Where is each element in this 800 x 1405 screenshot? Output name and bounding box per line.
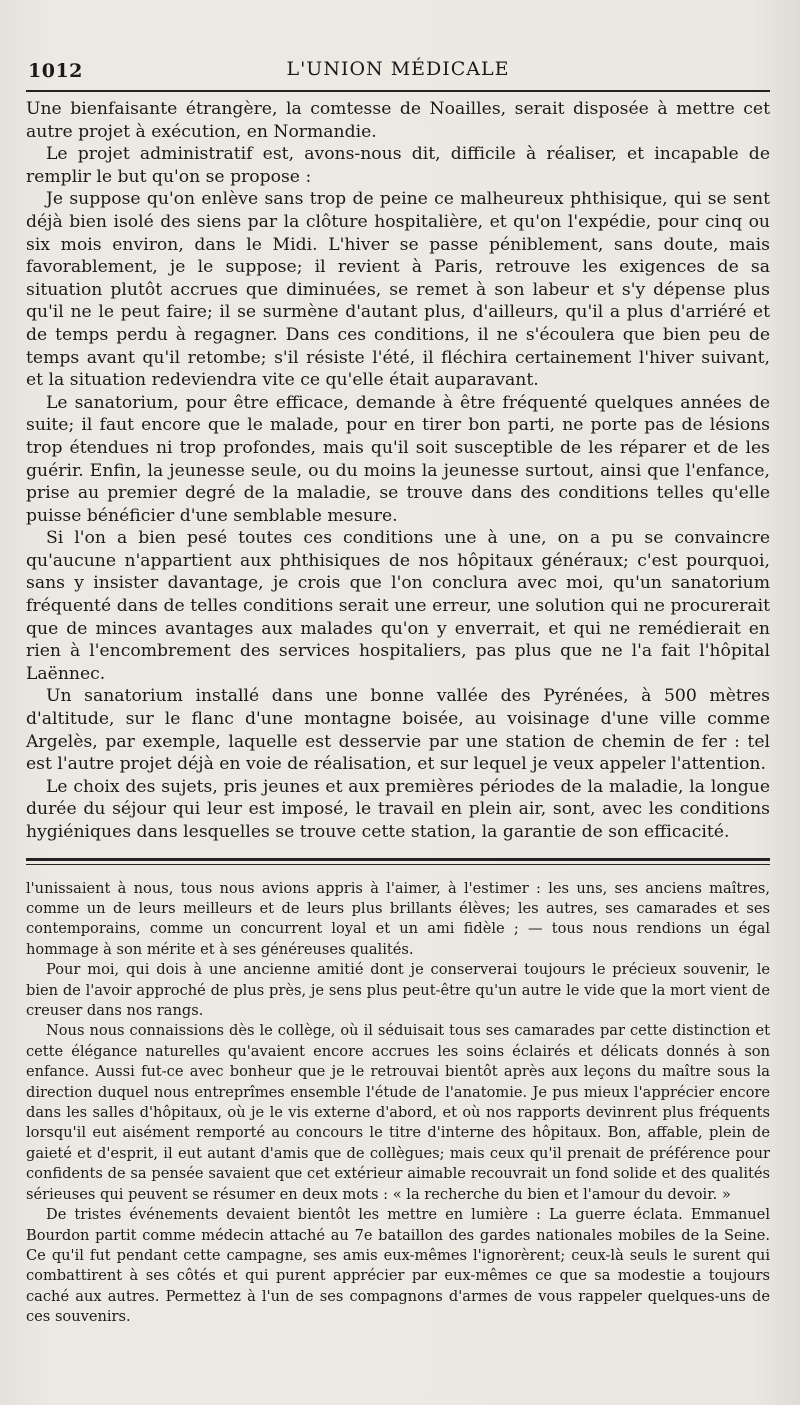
main-paragraph: Si l'on a bien pesé toutes ces conditions une à une, on a pu se convaincre qu'aucune n'appartient aux phthisiques de nos hôpitaux généraux; c'est pourquoi, sans y insister davantage, je crois que l'on conclura avec moi, qu'un sanatorium fréquenté dans de telles conditions serait une erreur, une solution qui ne procurerait que de minces avantages aux malades qu'on y enverrait, et qui ne remédierait en rien à l'encombrement des services hospitaliers, pas plus que ne l'a fait l'hôpital Laënnec. — [26, 528, 770, 684]
main-paragraph: Le projet administratif est, avons-nous dit, difficile à réaliser, et incapable de remplir le but qu'on se propose : — [26, 144, 770, 187]
page-number: 1012 — [28, 60, 83, 82]
main-paragraph: Le choix des sujets, pris jeunes et aux premières périodes de la maladie, la longue durée du séjour qui leur est imposé, le travail en plein air, sont, avec les conditions hygiéniques dans lesquelles se trouve cette station, la garantie de son efficacité. — [26, 776, 770, 842]
feuilleton-paragraph: De tristes événements devaient bientôt les mettre en lumière : La guerre éclata. Emmanuel Bourdon partit comme médecin attaché au 7e bataillon des gardes nationales mobiles de la Seine. Ce qu'il fut pendant cette campagne, ses amis eux-mêmes l'ignorèrent; ceux-là seuls le surent qui combattirent à ses côtés et qui purent apprécier par eux-mêmes ce que sa modestie a toujours caché aux autres. Permettez à l'un de ses compagnons d'armes de vous rappeler quelques-uns de ces souvenirs. — [26, 1206, 770, 1326]
main-paragraph: Un sanatorium installé dans une bonne vallée des Pyrénées, à 500 mètres d'altitude, sur le flanc d'une montagne boisée, au voisinage d'une ville comme Argelès, par exemple, laquelle est desservie par une station de chemin de fer : tel est l'autre projet déjà en voie de réalisation, et sur lequel je veux appeler l'attention. — [26, 686, 770, 775]
page-header — [26, 0, 770, 88]
feuilleton-paragraph: l'unissaient à nous, tous nous avions appris à l'aimer, à l'estimer : les uns, ses anciens maîtres, comme un de leurs meilleurs et de leurs plus brillants élèves; les autres, ses camarades et ses contemporains, comme un concurrent loyal et un ami fidèle ; — tous nous rendions un égal hommage à son mérite et à ses généreuses qualités. — [26, 879, 770, 958]
feuilleton-paragraph: Nous nous connaissions dès le collège, où il séduisait tous ses camarades par cette distinction et cette élégance naturelles qu'avaient encore accrues les soins éclairés et délicats donnés à son enfance. Aussi fut-ce avec bonheur que je le retrouvai bientôt après aux leçons du maître sous la direction duquel nous entreprîmes ensemble l'étude de l'anatomie. Je pus mieux l'apprécier encore dans les salles d'hôpitaux, où je le vis externe d'abord, et où nos rapports devinrent plus fréquents lorsqu'il eut aisément remporté au concours le titre d'interne des hôpitaux. Bon, affable, plein de gaieté et d'esprit, il eut autant d'amis que de collègues; mais ceux qu'il prenait de préférence pour confidents de sa pensée savaient que cet extérieur aimable recouvrait un fond solide et des qualités sérieuses qui peuvent se résumer en deux mots : « la recherche du bien et l'amour du devoir. » — [26, 1022, 770, 1203]
running-head: L'UNION MÉDICALE — [286, 58, 510, 80]
feuilleton-text — [26, 879, 770, 1328]
section-divider — [26, 858, 770, 865]
header-rule — [26, 90, 770, 92]
feuilleton-paragraph: Pour moi, qui dois à une ancienne amitié dont je conserverai toujours le précieux souvenir, le bien de l'avoir approché de plus près, je sens plus peut-être qu'un autre le vide que la mort vient de creuser dans nos rangs. — [26, 961, 770, 1020]
main-paragraph: Le sanatorium, pour être efficace, demande à être fréquenté quelques années de suite; il faut encore que le malade, pour en tirer bon parti, ne porte pas de lésions trop étendues ni trop profondes, mais qu'il soit susceptible de les réparer et de les guérir. Enfin, la jeunesse seule, ou du moins la jeunesse surtout, ainsi que l'enfance, prise au premier degré de la maladie, se trouve dans des conditions telles qu'elle puisse bénéficier d'une semblable mesure. — [26, 392, 770, 526]
main-paragraph: Je suppose qu'on enlève sans trop de peine ce malheureux phthisique, qui se sent déjà bien isolé des siens par la clôture hospitalière, et qu'on l'expédie, pour cinq ou six mois environ, dans le Midi. L'hiver se passe péniblement, sans doute, mais favorablement, je le suppose; il revient à Paris, retrouve les exigences de sa situation plutôt accrues que diminuées, se remet à son labeur et s'y dépense plus qu'il ne le peut faire; il se surmène d'autant plus, d'ailleurs, qu'il a plus d'arriéré et de temps perdu à regagner. Dans ces conditions, il ne s'écoulera que bien peu de temps avant qu'il retombe; s'il résiste l'été, il fléchira certainement l'hiver suivant, et la situation redeviendra vite ce qu'elle était auparavant. — [26, 189, 770, 391]
main-text — [26, 98, 770, 844]
main-paragraph: Une bienfaisante étrangère, la comtesse de Noailles, serait disposée à mettre cet autre projet à exécution, en Normandie. — [26, 99, 770, 142]
